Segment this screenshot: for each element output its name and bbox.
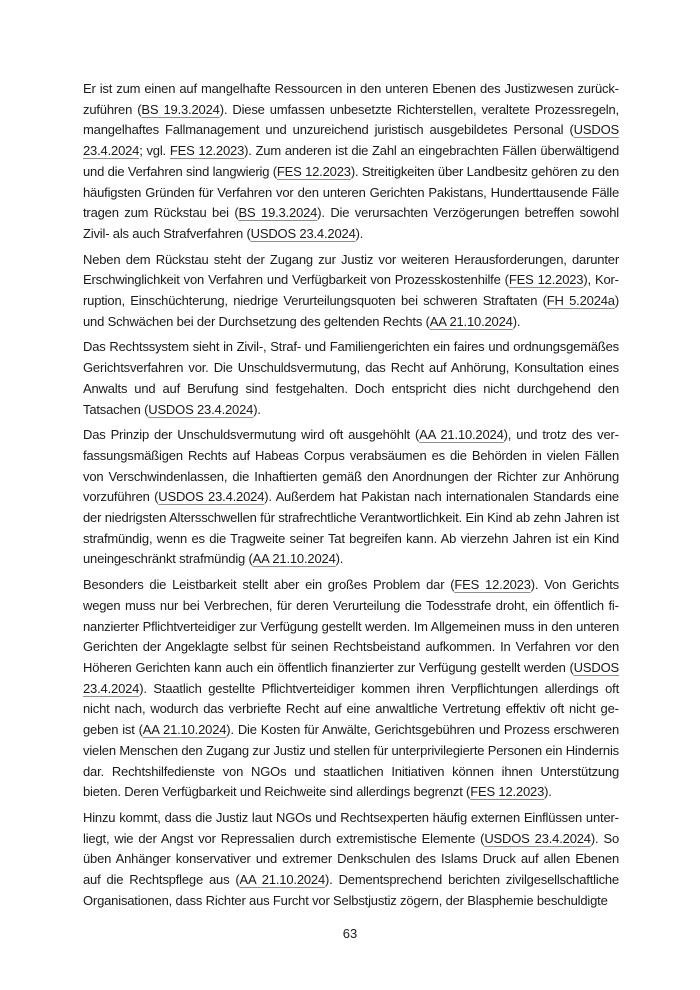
text-run: Das Rechtssystem sieht in Zivil-, Straf- und Familiengerichten ein faires und ordnungsgemäßes Gerichtsverfahren vor. Die Unschuldsvermutung, das Recht auf Anhörung, Konsultation eines Anwalts und auf Berufung sind festgehalten. Doch entspricht dies nicht durchgehend den Tatsachen ( [83, 339, 619, 417]
text-run: Das Prinzip der Unschuldsvermutung wird oft ausgehöhlt ( [83, 427, 420, 443]
text-run: ). Außerdem hat Pakistan nach internationalen Standards eine der niedrigsten Altersschwellen für strafrechtliche Verantwortlichkeit. Ein Kind ab zehn Jahren ist strafmündig, wenn es die Tragweite seiner Tat begreifen kann. Ab vierzehn Jahren ist ein Kind uneingeschränkt strafmündig ( [83, 489, 619, 567]
citation-link[interactable]: FES 12.2023 [169, 143, 245, 159]
text-run: Besonders die Leistbarkeit stellt aber ein großes Problem dar ( [83, 577, 455, 593]
text-run: ), Korruption, Einschüchterung, niedrige Verurteilungsquoten bei schweren Straftaten ( [83, 272, 619, 309]
text-run: ). Staatlich gestellte Pflichtverteidiger kommen ihren Verpflichtungen allerdings oft nicht nach, wodurch das verbriefte Recht auf eine anwaltliche Vertretung effektiv oft nicht gegeben ist ( [83, 680, 619, 738]
paragraph [83, 425, 619, 570]
text-run: ; vgl. [139, 143, 170, 159]
paragraph [83, 808, 619, 912]
citation-link[interactable]: FES 12.2023 [508, 272, 584, 288]
text-run: ). Die verursachten Verzögerungen betreffen sowohl Zivil- als auch Strafverfahren ( [83, 205, 619, 241]
text-run: ). [253, 401, 261, 417]
text-run: ). Diese umfassen unbesetzte Richterstellen, veraltete Prozessregeln, mangelhaftes Fallmanagement und unzureichend juristisch ausgebildetes Personal ( [83, 101, 619, 138]
citation-link[interactable]: FES 12.2023 [470, 784, 545, 800]
citation-link[interactable]: USDOS 23.4.2024 [158, 489, 265, 505]
text-run: ). Die Kosten für Anwälte, Gerichtsgebühren und Prozess erschweren vielen Menschen den Zugang zur Justiz und stellen für unterprivilegierte Personen ein Hindernis dar. Rechtshilfedienste von NGOs und staatlichen Initiativen können ihnen Unterstützung bieten. Deren Verfügbarkeit und Reichweite sind allerdings begrenzt ( [83, 722, 619, 800]
text-run: ), und trotz des verfassungsmäßigen Rechts auf Habeas Corpus verabsäumen es die Behörden in vielen Fällen von Verschwindenlassen, die Inhaftierten gemäß den Anordnungen der Richter zur Anhörung vorzuführen ( [83, 427, 619, 505]
citation-link[interactable]: FES 12.2023 [454, 577, 531, 593]
citation-link[interactable]: AA 21.10.2024 [239, 872, 326, 888]
text-run: ). [544, 784, 552, 800]
citation-link[interactable]: AA 21.10.2024 [142, 722, 227, 738]
citation-link[interactable]: USDOS 23.4.2024 [83, 122, 619, 159]
text-run: ). Streitigkeiten über Landbesitz gehören zu den häufigsten Gründen für Verfahren vor den unteren Gerichten Pakistans, Hunderttausende Fälle tragen zum Rückstau bei ( [83, 163, 619, 221]
text-run: ). Dementsprechend berichten zivilgesellschaftliche Organisationen, dass Richter aus Furcht vor Selbstjustiz zögern, der Blasphemie beschuldigte [83, 872, 619, 908]
document-body [83, 79, 619, 916]
citation-link[interactable]: AA 21.10.2024 [429, 313, 513, 329]
text-run: ). Zum anderen ist die Zahl an eingebrachten Fällen überwältigend und die Verfahren sind langwierig ( [83, 143, 619, 179]
text-run: ) und Schwächen bei der Durchsetzung des geltenden Rechts ( [83, 293, 619, 329]
citation-link[interactable]: BS 19.3.2024 [141, 101, 220, 117]
page-number: 63 [342, 926, 358, 941]
text-run: ). Von Gerichts wegen muss nur bei Verbrechen, für deren Verurteilung die Todesstrafe droht, ein öffentlich finanzierter Pflichtverteidiger zur Verfügung gestellt werden. Im Allgemeinen muss in den unteren Gerichten der Angeklagte selbst für seinen Rechtsbeistand aufkommen. In Verfahren vor den Höheren Gerichten kann auch ein öffentlich finanzierter zur Verfügung gestellt werden ( [83, 577, 619, 675]
text-run: Neben dem Rückstau steht der Zugang zur Justiz vor weiteren Herausforderungen, darunter Erschwinglichkeit von Verfahren und Verfügbarkeit von Prozesskostenhilfe ( [83, 251, 619, 288]
citation-link[interactable]: USDOS 23.4.2024 [250, 225, 356, 241]
citation-link[interactable]: FES 12.2023 [276, 163, 351, 179]
citation-link[interactable]: USDOS 23.4.2024 [148, 401, 254, 417]
text-run: ). [512, 313, 521, 329]
citation-link[interactable]: USDOS 23.4.2024 [484, 830, 591, 846]
text-run: Hinzu kommt, dass die Justiz laut NGOs und Rechtsexperten häufig externen Einflüssen unterliegt, wie der Angst vor Repressalien durch extremistische Elemente ( [83, 809, 619, 846]
paragraph [83, 337, 619, 420]
citation-link[interactable]: USDOS 23.4.2024 [83, 659, 619, 696]
page-footer [0, 926, 700, 941]
text-run: ). [355, 225, 364, 241]
citation-link[interactable]: FH 5.2024a [546, 293, 615, 309]
citation-link[interactable]: AA 21.10.2024 [419, 427, 504, 443]
paragraph [83, 79, 619, 245]
paragraph [83, 250, 619, 333]
paragraph [83, 575, 619, 803]
text-run: ). So üben Anhänger konservativer und extremer Denkschulen des Islams Druck auf allen Ebenen auf die Rechtspflege aus ( [83, 830, 620, 888]
text-run: ). [335, 551, 344, 567]
citation-link[interactable]: AA 21.10.2024 [252, 551, 336, 567]
citation-link[interactable]: BS 19.3.2024 [238, 205, 318, 221]
text-run: Er ist zum einen auf mangelhafte Ressourcen in den unteren Ebenen des Justizwesen zurückzuführen ( [83, 81, 619, 117]
